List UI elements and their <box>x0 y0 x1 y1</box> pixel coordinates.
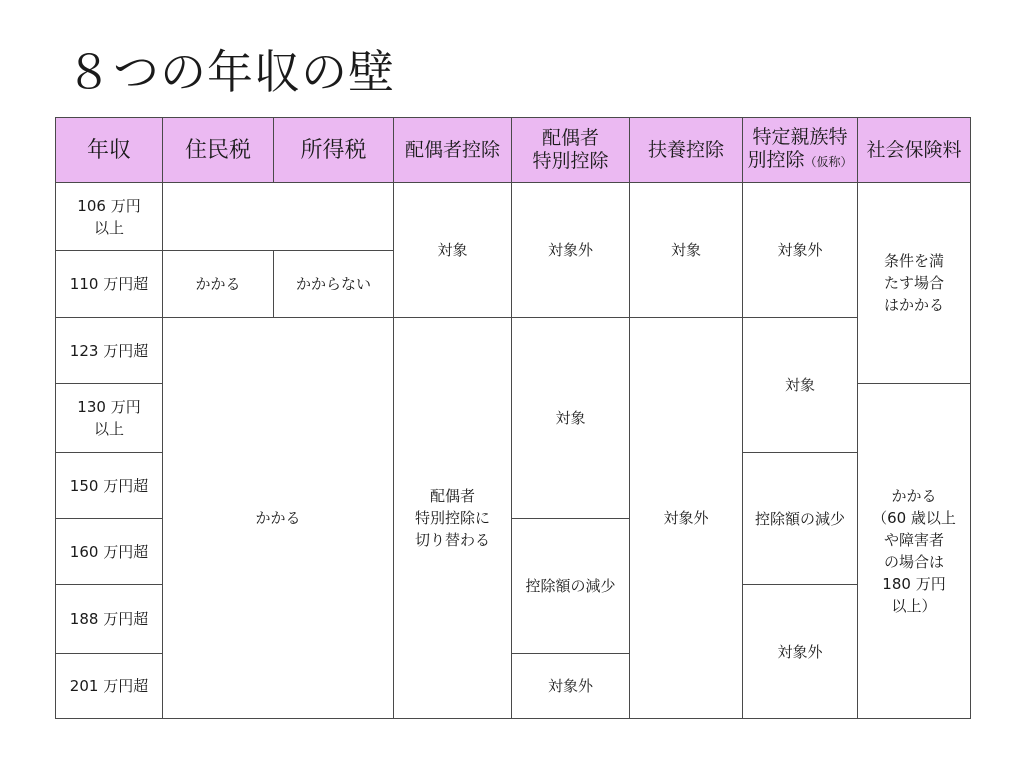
header-income: 年収 <box>56 118 163 183</box>
specific-relative-deduction-cell: 対象 <box>743 318 858 453</box>
income-cell: 201 万円超 <box>56 654 163 719</box>
specific-relative-deduction-cell: 控除額の減少 <box>743 453 858 585</box>
income-cell: 110 万円超 <box>56 251 163 318</box>
income-walls-table <box>55 117 971 719</box>
income-cell: 160 万円超 <box>56 519 163 585</box>
header-resident-tax: 住民税 <box>163 118 274 183</box>
header-spouse-deduction: 配偶者控除 <box>394 118 512 183</box>
income-cell: 130 万円 以上 <box>56 384 163 453</box>
header-dependent-deduction: 扶養控除 <box>630 118 743 183</box>
special-spouse-deduction-cell: 対象外 <box>512 654 630 719</box>
spouse-deduction-cell: 配偶者 特別控除に 切り替わる <box>394 318 512 719</box>
special-spouse-deduction-cell: 対象外 <box>512 183 630 318</box>
header-special-spouse-deduction: 配偶者 特別控除 <box>512 118 630 183</box>
resident-tax-cell: かかる <box>163 251 274 318</box>
header-income-tax: 所得税 <box>274 118 394 183</box>
spouse-deduction-cell: 対象 <box>394 183 512 318</box>
specific-relative-deduction-cell: 対象外 <box>743 585 858 719</box>
social-insurance-cell: かかる （60 歳以上 や障害者 の場合は 180 万円 以上） <box>858 384 971 719</box>
header-social-insurance: 社会保険料 <box>858 118 971 183</box>
table-row <box>56 183 971 251</box>
social-insurance-cell: 条件を満 たす場合 はかかる <box>858 183 971 384</box>
income-cell: 188 万円超 <box>56 585 163 654</box>
income-tax-cell: かからない <box>274 251 394 318</box>
special-spouse-deduction-cell: 対象 <box>512 318 630 519</box>
page-title: ８つの年収の壁 <box>66 45 395 99</box>
special-spouse-deduction-cell: 控除額の減少 <box>512 519 630 654</box>
income-cell: 150 万円超 <box>56 453 163 519</box>
income-cell: 123 万円超 <box>56 318 163 384</box>
dependent-deduction-cell: 対象外 <box>630 318 743 719</box>
income-cell: 106 万円 以上 <box>56 183 163 251</box>
header-note: （仮称） <box>804 155 853 169</box>
tax-blank-cell <box>163 183 394 251</box>
header-specific-relative-special-deduction: 特定親族特 別控除（仮称） <box>743 118 858 183</box>
specific-relative-deduction-cell: 対象外 <box>743 183 858 318</box>
taxes-cell: かかる <box>163 318 394 719</box>
header-row <box>56 118 971 183</box>
dependent-deduction-cell: 対象 <box>630 183 743 318</box>
table-row <box>56 318 971 384</box>
